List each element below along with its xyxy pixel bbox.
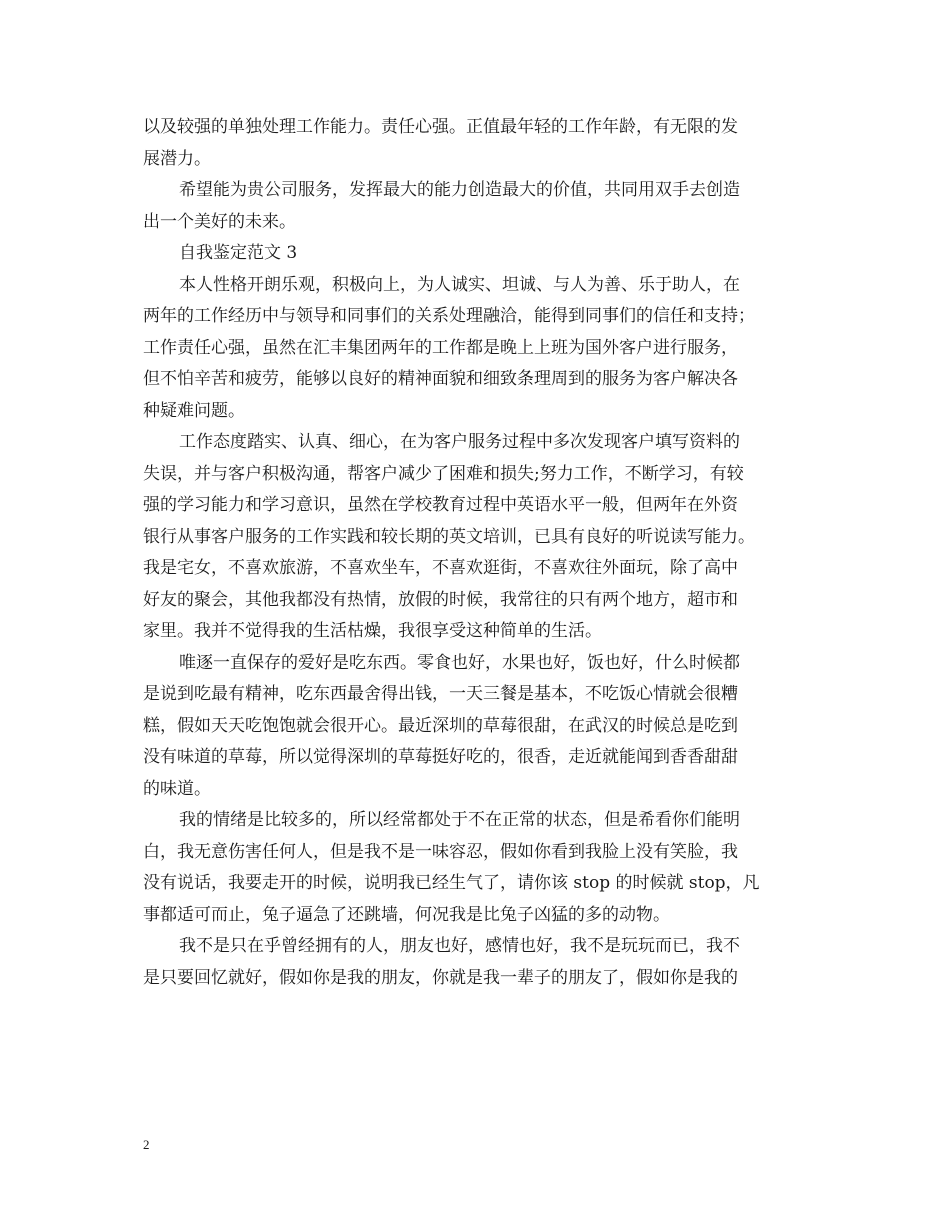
- text-line: 的味道。: [143, 778, 211, 799]
- text-line: 失误，并与客户积极沟通，帮客户减少了困难和损失;努力工作，不断学习，有较: [143, 463, 744, 484]
- text-line: 我是宅女，不喜欢旅游，不喜欢坐车，不喜欢逛街，不喜欢往外面玩，除了高中: [143, 558, 738, 578]
- page-number: 2: [143, 1137, 150, 1152]
- text-line: 我的情绪是比较多的，所以经常都处于不在正常的状态，但是希看你们能明: [179, 810, 740, 830]
- text-line: 以及较强的单独处理工作能力。责任心强。正值最年轻的工作年龄，有无限的发: [143, 117, 738, 137]
- text-line: 种疑难问题。: [143, 400, 245, 421]
- section-heading: 自我鉴定范文 3: [179, 243, 298, 263]
- text-line: 家里。我并不觉得我的生活枯燥，我很享受这种简单的生活。: [143, 621, 602, 641]
- text-line: 本人性格开朗乐观，积极向上，为人诚实、坦诚、与人为善、乐于助人，在: [179, 274, 740, 295]
- text-line: 我不是只在乎曾经拥有的人，朋友也好，感情也好，我不是玩玩而已，我不: [179, 936, 740, 956]
- text-line: 是只要回忆就好，假如你是我的朋友，你就是我一辈子的朋友了，假如你是我的: [143, 967, 738, 988]
- text-line: 出一个美好的未来。: [143, 211, 296, 232]
- text-line: 唯逐一直保存的爱好是吃东西。零食也好，水果也好，饭也好，什么时候都: [179, 652, 740, 673]
- text-line: 但不怕辛苦和疲劳，能够以良好的精神面貌和细致条理周到的服务为客户解决各: [143, 369, 738, 389]
- text-line: 工作态度踏实、认真、细心，在为客户服务过程中多次发现客户填写资料的: [179, 432, 740, 452]
- text-line: 希望能为贵公司服务，发挥最大的能力创造最大的价值，共同用双手去创造: [179, 180, 740, 200]
- text-line: 糕，假如天天吃饱饱就会很开心。最近深圳的草莓很甜，在武汉的时候总是吃到: [143, 715, 738, 736]
- text-line: 好友的聚会，其他我都没有热情，放假的时候，我常往的只有两个地方，超市和: [143, 589, 738, 610]
- text-line: 两年的工作经历中与领导和同事们的关系处理融洽，能得到同事们的信任和支持；: [143, 306, 755, 326]
- text-line: 银行从事客户服务的工作实践和较长期的英文培训，已具有良好的听说读写能力。: [143, 526, 755, 547]
- text-line: 事都适可而止，兔子逼急了还跳墙，何况我是比兔子凶猛的多的动物。: [143, 904, 670, 925]
- text-line: 没有味道的草莓，所以觉得深圳的草莓挺好吃的，很香，走近就能闻到香香甜甜: [143, 747, 738, 767]
- text-line: 展潜力。: [143, 148, 211, 169]
- text-line: 没有说话，我要走开的时候，说明我已经生气了，请你该 stop 的时候就 stop，凡: [143, 873, 760, 893]
- text-line: 工作责任心强，虽然在汇丰集团两年的工作都是晚上上班为国外客户进行服务，: [143, 337, 738, 358]
- text-line: 白，我无意伤害任何人，但是我不是一味容忍，假如你看到我脸上没有笑脸，我: [143, 841, 738, 862]
- text-line: 强的学习能力和学习意识，虽然在学校教育过程中英语水平一般，但两年在外资: [143, 495, 738, 515]
- document-body: [143, 112, 823, 994]
- text-line: 是说到吃最有精神，吃东西最舍得出钱，一天三餐是基本，不吃饭心情就会很糟: [143, 684, 738, 704]
